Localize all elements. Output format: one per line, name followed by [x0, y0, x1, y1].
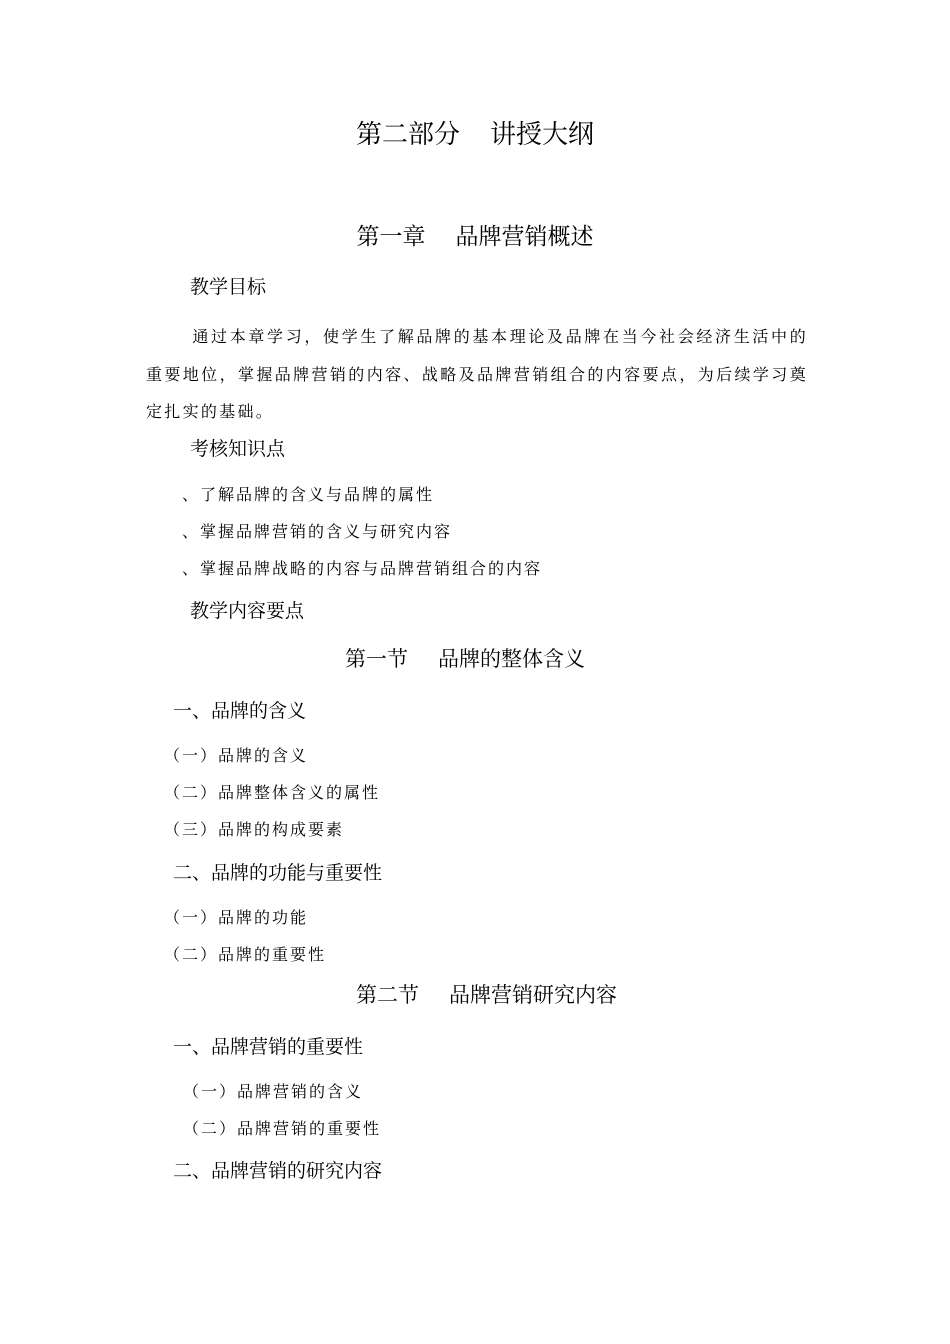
chapter-title-right: 品牌营销概述 — [455, 224, 594, 250]
teaching-goal-text: 通过本章学习，使学生了解品牌的基本理论及品牌在当今社会经济生活中的重要地位，掌握品牌营销的内容、战略及品牌营销组合的内容要点，为后续学习奠定扎实的基础。 — [146, 327, 808, 421]
teaching-goal-heading: 教学目标 — [190, 276, 267, 298]
part-title-right: 讲授大纲 — [490, 120, 595, 150]
list-item: （二）品牌营销的重要性 — [183, 1119, 382, 1138]
section2-title-right: 品牌营销研究内容 — [449, 983, 617, 1007]
section1-title — [345, 643, 585, 673]
section1-sub2-heading: 二、品牌的功能与重要性 — [173, 862, 383, 884]
section2-sub2-heading: 二、品牌营销的研究内容 — [173, 1160, 383, 1182]
teaching-goal-paragraph — [146, 318, 808, 431]
part-title — [0, 114, 950, 151]
assessment-item: 、掌握品牌营销的含义与研究内容 — [182, 522, 453, 541]
list-item: （二）品牌的重要性 — [164, 945, 327, 964]
assessment-item: 、了解品牌的含义与品牌的属性 — [182, 485, 435, 504]
chapter-title — [0, 218, 950, 251]
list-item: （三）品牌的构成要素 — [164, 820, 345, 839]
part-title-left: 第二部分 — [355, 120, 460, 150]
assessment-heading: 考核知识点 — [190, 438, 286, 460]
content-points-heading: 教学内容要点 — [190, 600, 305, 622]
list-item: （一）品牌营销的含义 — [183, 1082, 364, 1101]
list-item: （二）品牌整体含义的属性 — [164, 783, 381, 802]
chapter-title-left: 第一章 — [356, 224, 426, 250]
list-item: （一）品牌的含义 — [164, 746, 309, 765]
assessment-item: 、掌握品牌战略的内容与品牌营销组合的内容 — [182, 559, 543, 578]
section1-title-right: 品牌的整体含义 — [438, 647, 585, 671]
section2-title — [356, 979, 617, 1009]
section2-title-left: 第二节 — [356, 983, 419, 1007]
section1-sub1-heading: 一、品牌的含义 — [173, 700, 307, 722]
list-item: （一）品牌的功能 — [164, 908, 309, 927]
section1-title-left: 第一节 — [345, 647, 408, 671]
section2-sub1-heading: 一、品牌营销的重要性 — [173, 1036, 364, 1058]
